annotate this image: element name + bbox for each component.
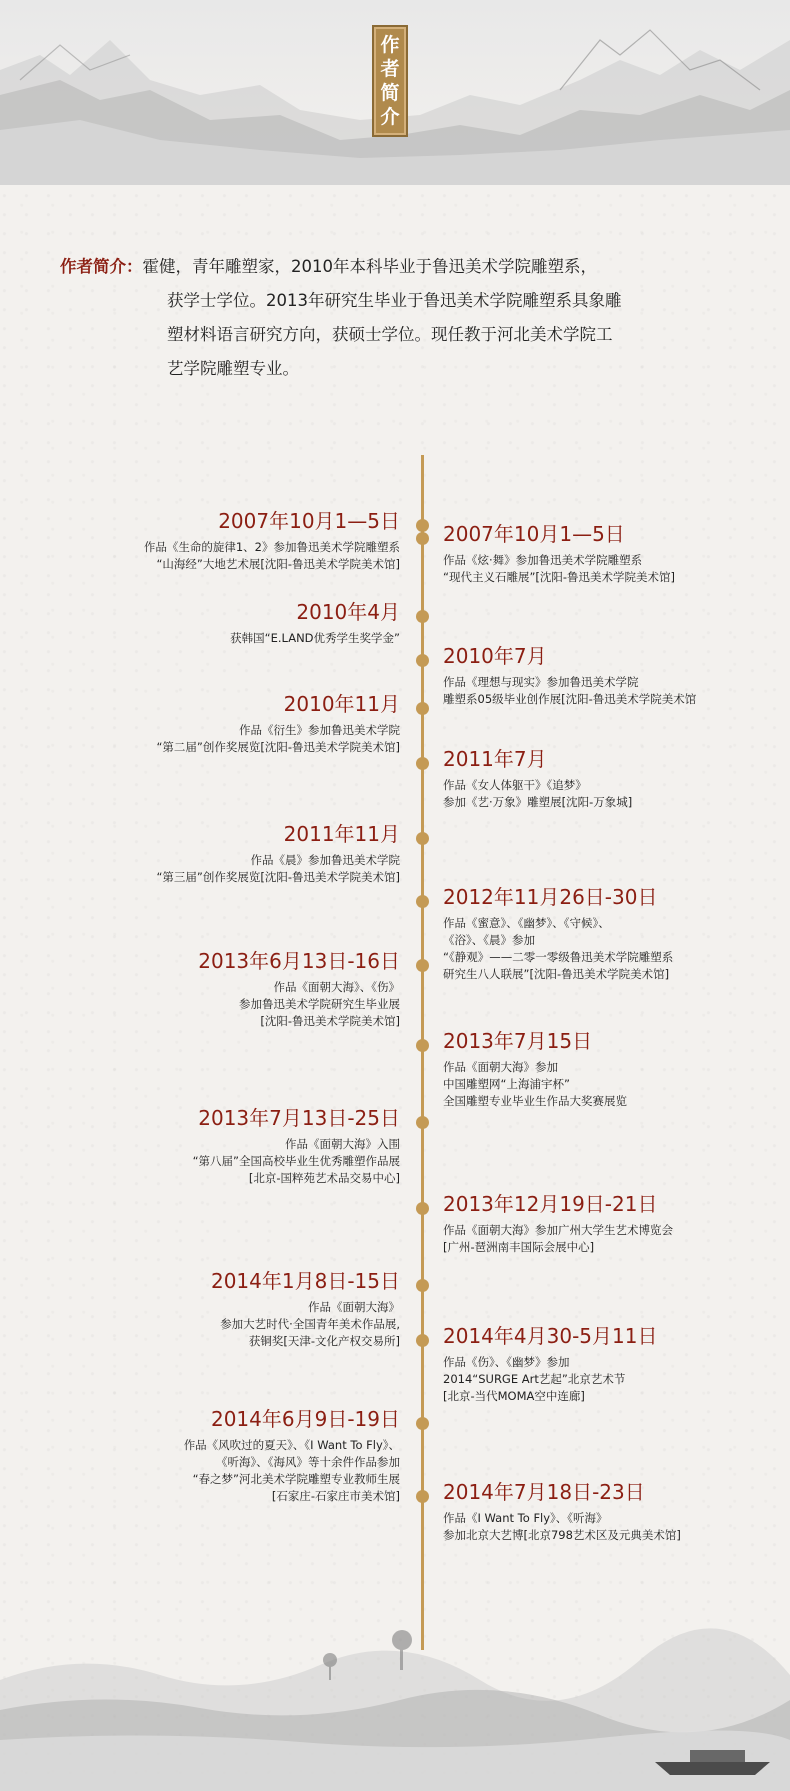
entry-text: 作品《I Want To Fly》、《听海》 (443, 1511, 608, 1525)
entry-date: 2007年10月1—5日 (218, 509, 400, 533)
timeline-dot (416, 654, 429, 667)
entry-text: “第三届”创作奖展览[沈阳-鲁迅美术学院美术馆] (156, 870, 400, 884)
entry-text: “山海经”大地艺术展[沈阳-鲁迅美术学院美术馆] (156, 557, 400, 571)
timeline-entry-right (443, 1476, 681, 1544)
timeline-dot (416, 610, 429, 623)
intro-line: 获学士学位。2013年研究生毕业于鲁迅美术学院雕塑系具象雕 (167, 291, 622, 310)
entry-date: 2014年4月30-5月11日 (443, 1324, 658, 1348)
entry-text: 作品《蜜意》、《幽梦》、《守候》、 (443, 916, 610, 930)
timeline-entry-right (443, 1025, 627, 1110)
title-char: 简 (380, 82, 400, 104)
entry-text: 获铜奖[天津-文化产权交易所] (248, 1334, 400, 1348)
title-char: 作 (380, 34, 400, 56)
timeline-entry-left (193, 1102, 400, 1187)
entry-text: “春之梦”河北美术学院雕塑专业教师生展 (192, 1472, 400, 1486)
timeline-dot (416, 702, 429, 715)
timeline-entry-left (230, 596, 400, 647)
entry-text: “现代主义石雕展”[沈阳-鲁迅美术学院美术馆] (443, 570, 676, 584)
timeline-entry-right (443, 518, 675, 586)
entry-date: 2011年7月 (443, 747, 547, 771)
timeline-entry-right (443, 640, 696, 708)
timeline-entry-right (443, 1320, 657, 1405)
author-intro (60, 250, 750, 386)
entry-text: “第八届”全国高校毕业生优秀雕塑作品展 (192, 1154, 400, 1168)
entry-text: 作品《衍生》参加鲁迅美术学院 (239, 723, 400, 737)
entry-text: [北京-国粹苑艺术品交易中心] (248, 1171, 400, 1185)
entry-text: [北京-当代MOMA空中连廊] (443, 1389, 585, 1403)
timeline-entry-left (144, 505, 400, 573)
timeline-dot (416, 895, 429, 908)
timeline-entry-left (198, 945, 400, 1030)
entry-date: 2014年6月9日-19日 (210, 1407, 400, 1431)
entry-date: 2011年11月 (283, 822, 400, 846)
entry-text: 研究生八人联展”[沈阳-鲁迅美术学院美术馆] (443, 967, 670, 981)
entry-text: 作品《伤》、《幽梦》参加 (443, 1355, 570, 1369)
entry-text: 参加《艺·万象》雕塑展[沈阳-万象城] (443, 795, 633, 809)
entry-text: 中国雕塑网“上海浦宇杯” (443, 1077, 570, 1091)
entry-text: 参加鲁迅美术学院研究生毕业展 (239, 997, 400, 1011)
timeline-entry-left (211, 1265, 400, 1350)
entry-date: 2010年11月 (283, 692, 400, 716)
entry-date: 2012年11月26日-30日 (443, 885, 658, 909)
entry-date: 2013年7月15日 (443, 1029, 593, 1053)
entry-date: 2010年7月 (443, 644, 547, 668)
entry-text: 作品《面朝大海》、《伤》 (273, 980, 400, 994)
entry-date: 2014年7月18日-23日 (443, 1480, 645, 1504)
entry-text: 作品《面朝大海》参加 (443, 1060, 558, 1074)
entry-text: 作品《生命的旋律1、2》参加鲁迅美术学院雕塑系 (143, 540, 400, 554)
title-char: 者 (380, 58, 400, 80)
entry-text: “《静观》——二零一零级鲁迅美术学院雕塑系 (443, 950, 674, 964)
entry-date: 2013年7月13日-25日 (198, 1106, 400, 1130)
entry-text: 参加大艺时代·全国青年美术作品展, (220, 1317, 400, 1331)
entry-text: 获韩国“E.LAND优秀学生奖学金” (230, 631, 400, 645)
entry-text: [石家庄-石家庄市美术馆] (271, 1489, 400, 1503)
entry-text: 作品《面朝大海》 (308, 1300, 400, 1314)
timeline-dot (416, 532, 429, 545)
timeline-dot (416, 959, 429, 972)
entry-text: 作品《面朝大海》入围 (285, 1137, 400, 1151)
timeline-dot (416, 519, 429, 532)
section-title-badge (372, 25, 408, 137)
timeline-dot (416, 1279, 429, 1292)
entry-text: 作品《炫·舞》参加鲁迅美术学院雕塑系 (443, 553, 643, 567)
entry-text: 作品《面朝大海》参加广州大学生艺术博览会 (443, 1223, 673, 1237)
intro-lead: 作者简介： (60, 257, 143, 276)
entry-text: 《听海》、《海风》等十余件作品参加 (216, 1455, 400, 1469)
timeline-dot (416, 1417, 429, 1430)
entry-text: 作品《风吹过的夏天》、《I Want To Fly》、 (183, 1438, 400, 1452)
ink-landscape-footer (0, 1590, 790, 1791)
timeline-dot (416, 832, 429, 845)
entry-date: 2013年6月13日-16日 (198, 949, 400, 973)
entry-text: [沈阳-鲁迅美术学院美术馆] (260, 1014, 400, 1028)
timeline-entry-left (184, 1403, 400, 1505)
timeline-dot (416, 1116, 429, 1129)
intro-line: 艺学院雕塑专业。 (167, 359, 299, 378)
intro-line: 霍健，青年雕塑家，2010年本科毕业于鲁迅美术学院雕塑系， (142, 257, 597, 276)
entry-text: [广州-琶洲南丰国际会展中心] (443, 1240, 595, 1254)
entry-text: 全国雕塑专业毕业生作品大奖赛展览 (443, 1094, 627, 1108)
entry-text: 2014“SURGE Art艺起”北京艺术节 (443, 1372, 626, 1386)
timeline-dot (416, 1334, 429, 1347)
entry-text: 作品《理想与现实》参加鲁迅美术学院 (443, 675, 639, 689)
entry-text: 参加北京大艺博[北京798艺术区及元典美术馆] (443, 1528, 681, 1542)
timeline-entry-left (156, 818, 400, 886)
entry-text: “第二届”创作奖展览[沈阳-鲁迅美术学院美术馆] (156, 740, 400, 754)
timeline-dot (416, 1490, 429, 1503)
entry-text: 作品《晨》参加鲁迅美术学院 (250, 853, 400, 867)
timeline-entry-right (443, 1188, 673, 1256)
entry-text: 雕塑系05级毕业创作展[沈阳-鲁迅美术学院美术馆 (443, 692, 697, 706)
entry-date: 2010年4月 (296, 600, 400, 624)
entry-date: 2007年10月1—5日 (443, 522, 625, 546)
intro-line: 塑材料语言研究方向，获硕士学位。现任教于河北美术学院工 (167, 325, 613, 344)
timeline-entry-left (156, 688, 400, 756)
entry-text: 作品《女人体躯干》《追梦》 (443, 778, 587, 792)
timeline-dot (416, 1039, 429, 1052)
entry-date: 2013年12月19日-21日 (443, 1192, 658, 1216)
entry-date: 2014年1月8日-15日 (210, 1269, 400, 1293)
title-char: 介 (380, 106, 400, 128)
timeline-entry-right (443, 881, 673, 983)
timeline-entry-right (443, 743, 632, 811)
timeline-dot (416, 757, 429, 770)
timeline-dot (416, 1202, 429, 1215)
entry-text: 《浴》、《晨》参加 (443, 933, 535, 947)
timeline-axis (421, 455, 424, 1650)
